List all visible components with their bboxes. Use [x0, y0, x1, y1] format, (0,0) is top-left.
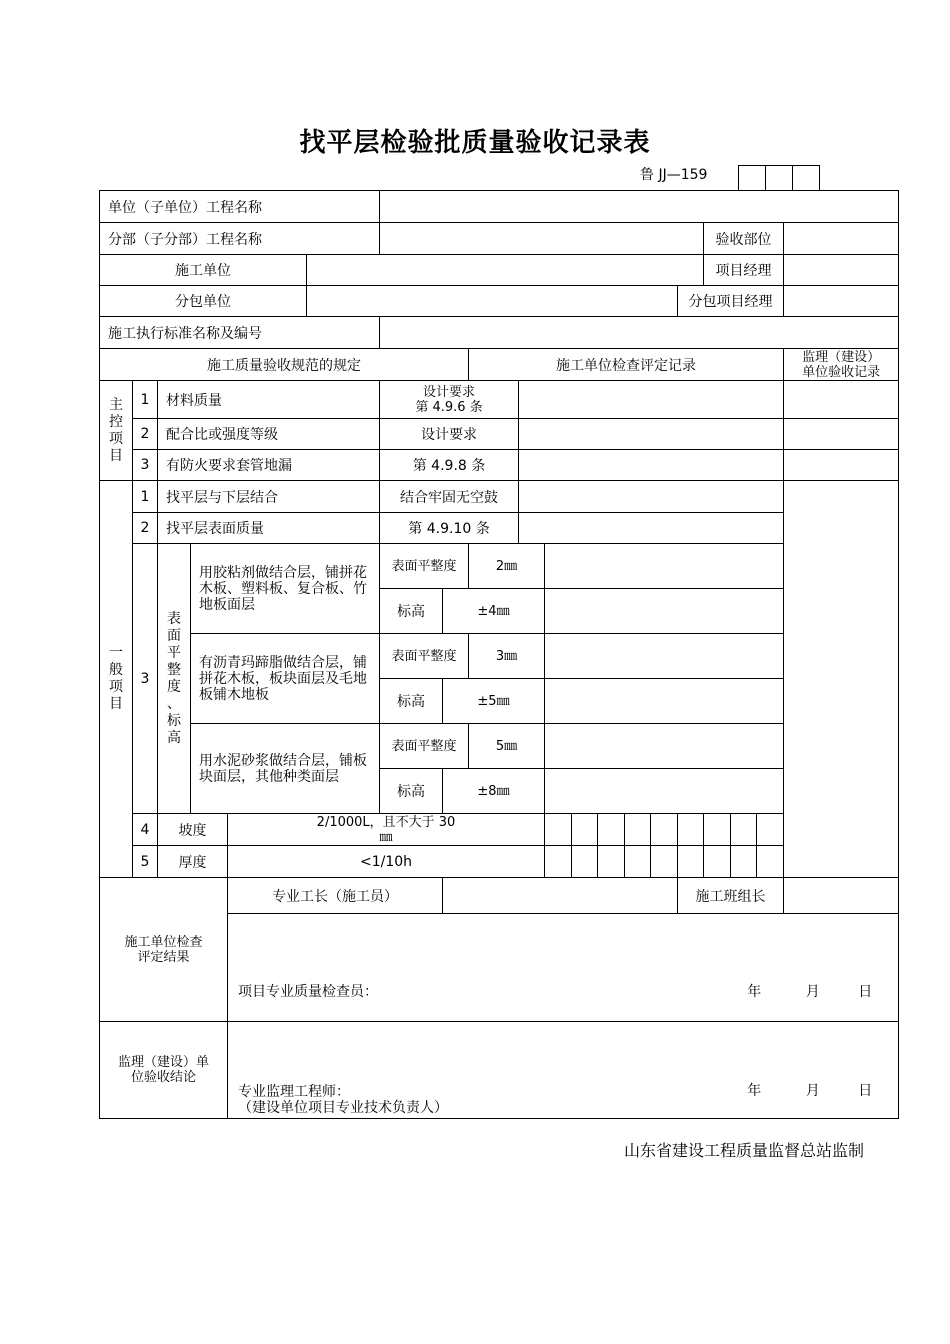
standard-name-value[interactable] — [380, 317, 899, 349]
day-label: 日 — [858, 1083, 873, 1099]
check-record-cell[interactable] — [519, 513, 784, 544]
item-requirement: 第 4.9.8 条 — [380, 450, 519, 481]
flatness-label: 表面平整度 — [380, 634, 469, 679]
item-name: 有防火要求套管地漏 — [158, 450, 380, 481]
measurement-cell[interactable] — [598, 814, 625, 846]
unit-project-name-label: 单位（子单位）工程名称 — [100, 191, 380, 223]
measurement-cell[interactable] — [731, 846, 757, 878]
check-record-cell[interactable] — [519, 481, 784, 513]
check-record-cell[interactable] — [519, 419, 784, 450]
elevation-label: 标高 — [380, 679, 443, 724]
group-description: 有沥青玛蹄脂做结合层，铺拼花木板，板块面层及毛地板铺木地板 — [191, 634, 380, 724]
engineer-note: （建设单位项目专业技术负责人） — [238, 1100, 448, 1116]
subcontract-manager-label: 分包项目经理 — [678, 286, 784, 317]
general-items-label: 一 般 项 目 — [100, 481, 133, 878]
subcontract-manager-value[interactable] — [784, 286, 899, 317]
group-description: 用胶粘剂做结合层，铺拼花木板、塑料板、复合板、竹地板面层 — [191, 544, 380, 634]
elevation-value: ±5㎜ — [443, 679, 545, 724]
acceptance-part-label: 验收部位 — [704, 223, 784, 255]
acceptance-table — [99, 190, 899, 1119]
month-label: 月 — [805, 1083, 820, 1099]
measurement-cell[interactable] — [651, 846, 678, 878]
footer-issuer: 山东省建设工程质量监督总站监制 — [623, 1141, 864, 1160]
elevation-label: 标高 — [380, 589, 443, 634]
foreman-label: 专业工长（施工员） — [228, 878, 443, 914]
measurement-cell[interactable] — [704, 846, 731, 878]
measurement-cell[interactable] — [625, 814, 651, 846]
team-leader-value[interactable] — [784, 878, 899, 914]
item-number: 1 — [133, 481, 158, 513]
team-leader-label: 施工班组长 — [678, 878, 784, 914]
measurement-cell[interactable] — [572, 846, 598, 878]
construction-check-label: 施工单位检查 评定结果 — [100, 878, 228, 1022]
measurement-cell[interactable] — [678, 814, 704, 846]
item-number: 3 — [133, 450, 158, 481]
unit-project-name-value[interactable] — [380, 191, 899, 223]
measurement-cell[interactable] — [572, 814, 598, 846]
check-record-header: 施工单位检查评定记录 — [469, 349, 784, 381]
item-number: 5 — [133, 846, 158, 878]
main-control-label: 主 控 项 目 — [100, 381, 133, 481]
supervision-header-line2: 单位验收记录 — [802, 364, 881, 380]
check-record-cell[interactable] — [519, 381, 784, 419]
supervision-header-line1: 监理（建设） — [802, 349, 881, 365]
year-label: 年 — [747, 984, 762, 1000]
check-record-cell[interactable] — [545, 544, 899, 589]
supervision-record-cell[interactable] — [784, 450, 899, 481]
item-name: 坡度 — [158, 814, 228, 846]
acceptance-part-value[interactable] — [784, 223, 899, 255]
flatness-label: 表面平整度 — [380, 724, 469, 769]
construction-unit-value[interactable] — [307, 255, 704, 286]
year-label: 年 — [747, 1083, 762, 1099]
item-name: 配合比或强度等级 — [158, 419, 380, 450]
measurement-cell[interactable] — [731, 814, 757, 846]
supervision-record-cell[interactable] — [784, 381, 899, 419]
measurement-cell[interactable] — [678, 846, 704, 878]
supervision-record-cell[interactable] — [784, 419, 899, 450]
measurement-cell[interactable] — [757, 814, 784, 846]
code-box[interactable] — [739, 166, 766, 191]
month-label: 月 — [805, 984, 820, 1000]
item-number: 2 — [133, 419, 158, 450]
construction-unit-label: 施工单位 — [100, 255, 307, 286]
engineer-sign-area[interactable] — [228, 1022, 899, 1119]
item-requirement: <1/10h — [228, 846, 545, 878]
sub-project-name-label: 分部（子分部）工程名称 — [100, 223, 380, 255]
item-requirement: 设计要求 第 4.9.6 条 — [380, 381, 519, 419]
group-description: 用水泥砂浆做结合层，铺板块面层，其他种类面层 — [191, 724, 380, 814]
inspector-sign-area[interactable] — [228, 914, 899, 1022]
day-label: 日 — [858, 984, 873, 1000]
spec-header: 施工质量验收规范的规定 — [100, 349, 469, 381]
elevation-label: 标高 — [380, 769, 443, 814]
project-manager-label: 项目经理 — [704, 255, 784, 286]
measurement-cell[interactable] — [545, 814, 572, 846]
measurement-cell[interactable] — [651, 814, 678, 846]
check-record-cell[interactable] — [545, 724, 899, 769]
flatness-value: 2㎜ — [469, 544, 545, 589]
item-number: 3 — [133, 544, 158, 814]
code-boxes — [738, 165, 820, 191]
measurement-cell[interactable] — [625, 846, 651, 878]
check-record-cell[interactable] — [545, 589, 899, 634]
sub-project-name-value[interactable] — [380, 223, 704, 255]
check-record-cell[interactable] — [545, 769, 899, 814]
item-requirement: 第 4.9.10 条 — [380, 513, 519, 544]
item-requirement: 设计要求 — [380, 419, 519, 450]
flatness-elevation-label: 表 面 平 整 度 、 标 高 — [158, 544, 191, 814]
subcontract-unit-label: 分包单位 — [100, 286, 307, 317]
inspector-label: 项目专业质量检查员： — [238, 984, 378, 1000]
item-number: 4 — [133, 814, 158, 846]
item-number: 2 — [133, 513, 158, 544]
project-manager-value[interactable] — [784, 255, 899, 286]
supervision-conclusion-label: 监理（建设）单 位验收结论 — [100, 1022, 228, 1119]
foreman-value[interactable] — [443, 878, 678, 914]
check-record-cell[interactable] — [519, 450, 784, 481]
flatness-value: 3㎜ — [469, 634, 545, 679]
elevation-value: ±4㎜ — [443, 589, 545, 634]
item-requirement: 2/1000L，且不大于 30 ㎜ — [228, 814, 545, 846]
item-requirement: 结合牢固无空鼓 — [380, 481, 519, 513]
elevation-value: ±8㎜ — [443, 769, 545, 814]
page-title: 找平层检验批质量验收记录表 — [299, 128, 651, 158]
code-box[interactable] — [766, 166, 793, 191]
flatness-label: 表面平整度 — [380, 544, 469, 589]
check-record-cell[interactable] — [545, 634, 899, 679]
standard-name-label: 施工执行标准名称及编号 — [100, 317, 380, 349]
measurement-cell[interactable] — [704, 814, 731, 846]
check-record-cell[interactable] — [545, 679, 899, 724]
measurement-cell[interactable] — [757, 846, 784, 878]
item-name: 找平层与下层结合 — [158, 481, 380, 513]
subcontract-unit-value[interactable] — [307, 286, 678, 317]
item-name: 材料质量 — [158, 381, 380, 419]
code-box[interactable] — [793, 166, 820, 191]
item-name: 厚度 — [158, 846, 228, 878]
measurement-cell[interactable] — [598, 846, 625, 878]
engineer-label: 专业监理工程师： — [238, 1084, 350, 1100]
item-number: 1 — [133, 381, 158, 419]
measurement-cell[interactable] — [545, 846, 572, 878]
flatness-value: 5㎜ — [469, 724, 545, 769]
form-code: 鲁 JJ—159 — [640, 167, 708, 183]
item-name: 找平层表面质量 — [158, 513, 380, 544]
supervision-record-header — [784, 349, 899, 381]
